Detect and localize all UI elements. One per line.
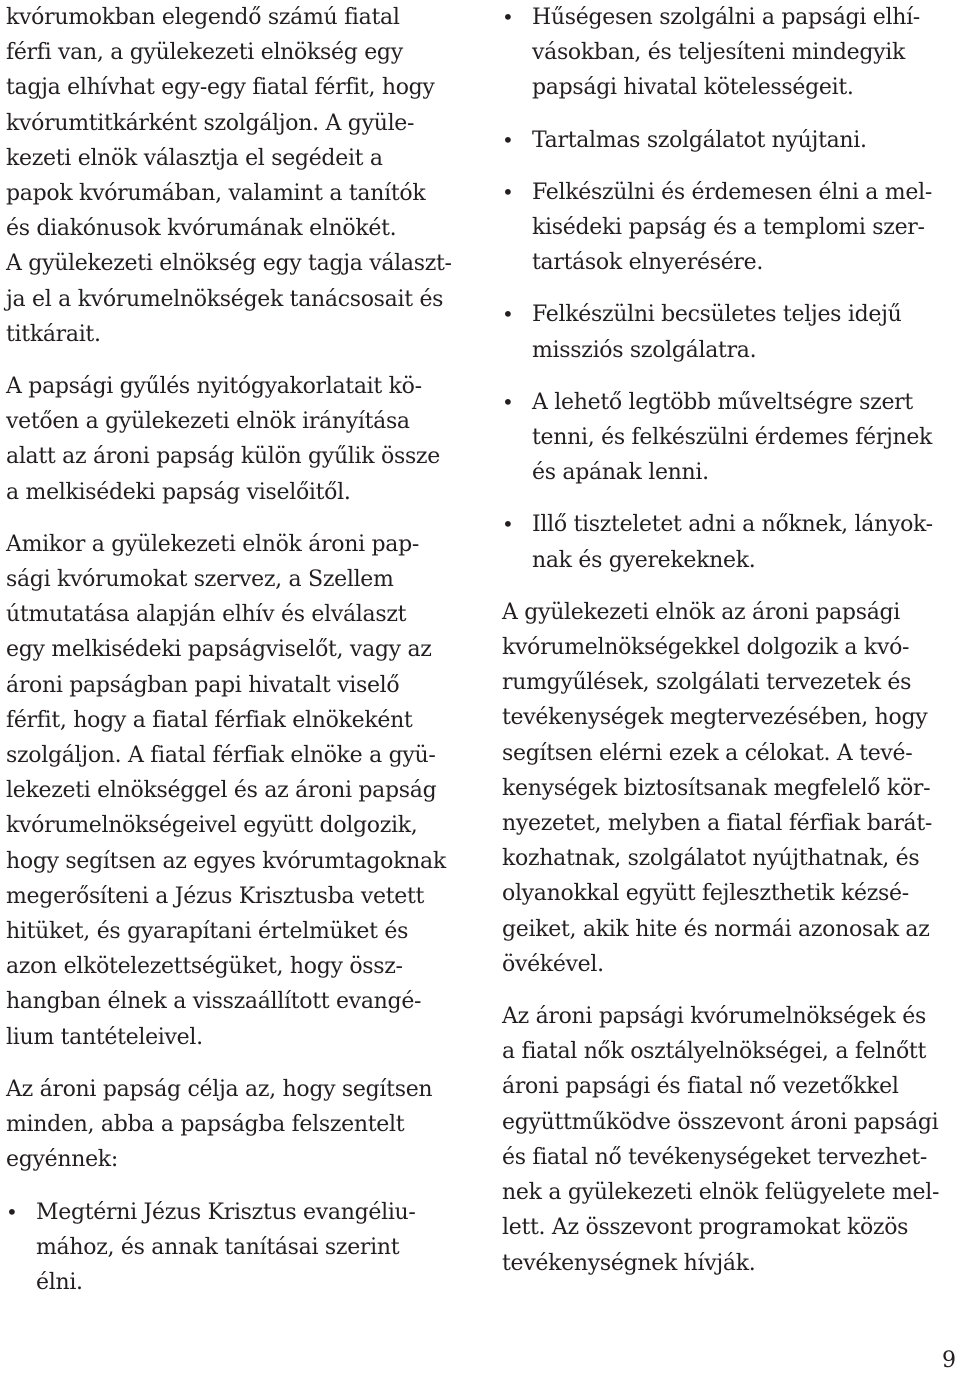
list-item <box>6 1195 468 1301</box>
text-line: lett. Az összevont programokat közös <box>502 1215 909 1241</box>
text-line: nak és gyerekeknek. <box>532 547 756 573</box>
list-item <box>502 507 958 577</box>
text-line: tartások elnyerésére. <box>532 250 764 276</box>
text-line: övékével. <box>502 951 604 977</box>
text-line: kisédeki papság és a templomi szer- <box>532 215 925 241</box>
bullet-icon: • <box>502 302 514 327</box>
text-line: Megtérni Jézus Krisztus evangéliu- <box>36 1199 416 1225</box>
text-line: férfi van, a gyülekezeti elnökség egy <box>6 40 403 66</box>
text-line: minden, abba a papságba felszentelt <box>6 1112 405 1138</box>
text-line: a melkisédeki papság viselőitől. <box>6 479 351 505</box>
text-line: geiket, akik hite és normái azonosak az <box>502 916 930 942</box>
bullet-icon: • <box>6 1199 18 1224</box>
bullet-icon: • <box>502 127 514 152</box>
text-line: a fiatal nők osztályelnökségei, a felnőtt <box>502 1039 927 1065</box>
text-line: egy melkisédeki papságviselőt, vagy az <box>6 637 432 663</box>
text-line: sági kvórumokat szervez, a Szellem <box>6 567 394 593</box>
text-line: hogy segítsen az egyes kvórumtagoknak <box>6 848 446 874</box>
text-line: tagja elhívhat egy-egy fiatal férfit, hogy <box>6 75 435 101</box>
bullet-icon: • <box>502 179 514 204</box>
text-line: kenységek biztosítsanak megfelelő kör- <box>502 775 931 801</box>
list-item <box>502 123 958 158</box>
bullet-icon: • <box>502 512 514 537</box>
text-line: kezeti elnök választja el segédeit a <box>6 145 383 171</box>
paragraph <box>6 369 468 510</box>
text-line: titkárait. <box>6 321 101 347</box>
text-line: tevékenységek megtervezésében, hogy <box>502 705 928 731</box>
text-line: egyénnek: <box>6 1147 118 1173</box>
text-line: ároni papságban papi hivatalt viselő <box>6 672 400 698</box>
text-line: A lehető legtöbb műveltségre szert <box>532 389 913 415</box>
text-line: kvórumelnökségeivel együtt dolgozik, <box>6 813 418 839</box>
bullet-list <box>6 1195 468 1301</box>
text-line: Felkészülni és érdemesen élni a mel- <box>532 179 932 205</box>
text-line: Illő tiszteletet adni a nőknek, lányok- <box>532 512 933 538</box>
text-line: és apának lenni. <box>532 460 709 486</box>
bullet-icon: • <box>502 389 514 414</box>
text-line: olyanokkal együtt fejleszthetik kézsé- <box>502 881 909 907</box>
text-line: missziós szolgálatra. <box>532 337 757 363</box>
list-item <box>502 297 958 367</box>
list-item <box>502 0 958 106</box>
text-line: megerősíteni a Jézus Krisztusba vetett <box>6 883 425 909</box>
list-item <box>502 175 958 281</box>
list-item <box>502 385 958 491</box>
paragraph <box>6 1072 468 1178</box>
text-line: kvórumokban elegendő számú fiatal <box>6 5 400 30</box>
text-line: Az ároni papság célja az, hogy segítsen <box>6 1076 433 1102</box>
text-line: és diakónusok kvórumának elnökét. <box>6 216 397 242</box>
text-line: segítsen elérni ezek a célokat. A tevé- <box>502 740 913 766</box>
paragraph <box>6 0 468 352</box>
text-line: lekezeti elnökséggel és az ároni papság <box>6 778 437 804</box>
text-line: együttműködve összevont ároni papsági <box>502 1109 939 1135</box>
bullet-icon: • <box>502 5 514 29</box>
text-line: ároni papsági és fiatal nő vezetőkkel <box>502 1074 899 1100</box>
right-column <box>502 0 958 1298</box>
text-line: kvórumelnökségekkel dolgozik a kvó- <box>502 635 910 661</box>
text-line: kvórumtitkárként szolgáljon. A gyüle- <box>6 110 415 136</box>
bullet-list <box>502 0 958 578</box>
text-line: nyezetet, melyben a fiatal férfiak barát- <box>502 811 933 837</box>
text-line: A gyülekezeti elnök az ároni papsági <box>502 599 901 625</box>
paragraph <box>502 999 958 1281</box>
text-line: Amikor a gyülekezeti elnök ároni pap- <box>6 531 420 557</box>
text-line: férfit, hogy a fiatal férfiak elnökeként <box>6 707 413 733</box>
text-line: mához, és annak tanításai szerint <box>36 1234 400 1260</box>
text-line: vásokban, és teljesíteni mindegyik <box>532 40 906 66</box>
text-line: A papsági gyűlés nyitógyakorlatait kö- <box>6 374 422 400</box>
text-line: Felkészülni becsületes teljes idejű <box>532 302 902 328</box>
text-line: papok kvórumában, valamint a tanítók <box>6 181 426 207</box>
left-column <box>6 0 468 1317</box>
page-number: 9 <box>942 1348 956 1373</box>
text-line: rumgyűlések, szolgálati tervezetek és <box>502 670 912 696</box>
paragraph <box>502 595 958 982</box>
text-line: útmutatása alapján elhív és elválaszt <box>6 602 407 628</box>
text-line: A gyülekezeti elnökség egy tagja választ- <box>6 251 452 277</box>
paragraph <box>6 527 468 1055</box>
text-line: ja el a kvórumelnökségek tanácsosait és <box>6 286 444 312</box>
text-line: élni. <box>36 1269 83 1295</box>
text-line: szolgáljon. A fiatal férfiak elnöke a gyü- <box>6 743 436 769</box>
text-line: nek a gyülekezeti elnök felügyelete mel- <box>502 1180 940 1206</box>
text-line: és fiatal nő tevékenységeket tervezhet- <box>502 1144 928 1170</box>
text-line: tevékenységnek hívják. <box>502 1250 756 1276</box>
text-line: lium tantételeivel. <box>6 1024 203 1050</box>
text-line: vetően a gyülekezeti elnök irányítása <box>6 409 410 435</box>
text-line: Az ároni papsági kvórumelnökségek és <box>502 1004 926 1030</box>
text-line: hitüket, és gyarapítani értelmüket és <box>6 919 409 945</box>
text-line: Tartalmas szolgálatot nyújtani. <box>532 127 867 153</box>
text-line: papsági hivatal kötelességeit. <box>532 75 854 101</box>
text-line: hangban élnek a visszaállított evangé- <box>6 989 422 1015</box>
text-line: alatt az ároni papság külön gyűlik össze <box>6 444 440 470</box>
text-line: Hűségesen szolgálni a papsági elhí- <box>532 5 920 30</box>
text-line: kozhatnak, szolgálatot nyújthatnak, és <box>502 846 920 872</box>
text-line: azon elkötelezettségüket, hogy össz- <box>6 954 403 980</box>
text-line: tenni, és felkészülni érdemes férjnek <box>532 425 933 451</box>
